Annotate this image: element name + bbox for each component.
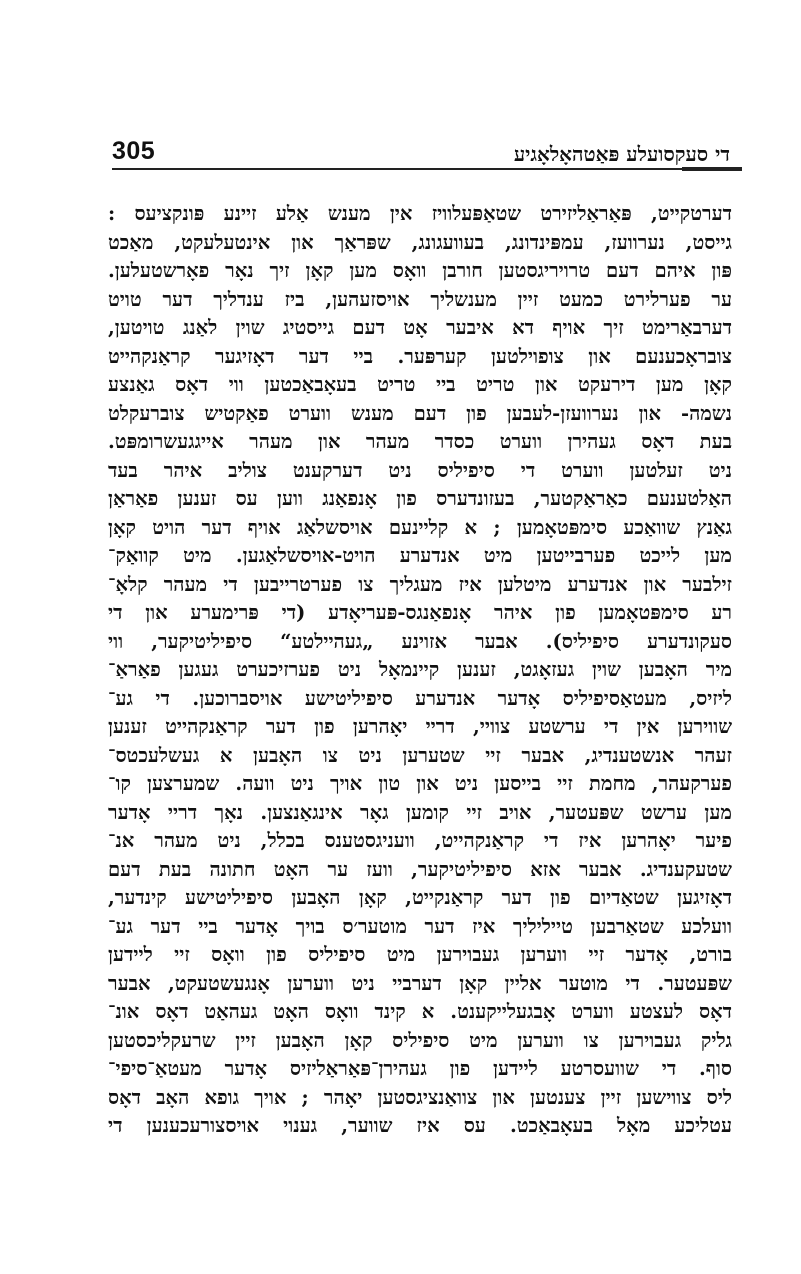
text-line: פיער יאָהרען איז די קראַנקהייט, וועניגסטענס בכלל, ניט מעהר אנ־ xyxy=(108,829,732,852)
page-header xyxy=(112,128,730,164)
running-head: די סעקסועלע פּאַטהאָלאָגיע xyxy=(513,142,730,166)
text-line: פּון איהם דעם טרויריגסטען חורבן וואָס מען קאָן זיך נאָר פאָרשטעלען. xyxy=(108,259,732,282)
text-line: פערקעהר, מחמת זיי בייסען ניט און טון אויך ניט וועה. שמערצען קו־ xyxy=(108,772,732,795)
text-line: רע סימפּטאָמען פון איהר אָנפאַנגס-פּעריאָדע (די פּרימערע און די xyxy=(108,601,732,624)
paragraph xyxy=(108,457,732,1141)
text-line: וועלכע שטאַרבען טייליליך איז דער מוטער׳ס בויך אָדער ביי דער גע־ xyxy=(108,914,732,938)
text-line: דאָס לעצטע ווערט אָבגעלייקענט. א קינד וואָס האָט געהאַט דאָס אונ־ xyxy=(108,1000,732,1023)
text-line: מען ערשט שפּעטער, אויב זיי קומען גאָר אינגאַנצען. נאָך דריי אָדער xyxy=(108,800,732,824)
text-line: זילבער און אנדערע מיטלען איז מעגליך צו פערטרייבען די מעהר קלאָ־ xyxy=(108,572,732,596)
text-line: גאַנץ שוואַכע סימפּטאָמען ; א קליינעם אויסשלאַג אויף דער הויט קאָן xyxy=(108,515,732,539)
text-line: סעקונדערע סיפיליס). אבער אזוינע „געהיילטע“ סיפיליטיקער, ווי xyxy=(108,629,732,653)
text-line: דערבאַרימט זיך אויף דא איבער אָט דעם גייסטיג שוין לאַנג טויטען, xyxy=(108,316,732,339)
text-line: מיר האָבען שוין געזאָגט, זענען קיינמאָל ניט פערזיכערט געגען פאַראַ־ xyxy=(108,658,732,681)
text-line: שטעקענדיג. אבער אזא סיפיליטיקער, וועז ער האָט חתונה בעת דעם xyxy=(108,857,732,881)
text-line: דאָזיגען שטאַדיום פון דער קראַנקייט, קאָן האָבען סיפיליטישע קינדער, xyxy=(108,886,732,909)
text-line: קאָן מען דירעקט און טריט ביי טריט בעאָבאַכטען ווי דאָס גאַנצע xyxy=(108,373,732,396)
text-line: צובראָכענעם און צופוילטען קערפּער. ביי דער דאָזיגער קראַנקהייט xyxy=(108,344,732,368)
body-text xyxy=(108,200,732,1141)
text-line: גייסט, נערוועז, עמפּינדונג, בעוועגונג, שפּראַך און אינטעלעקט, מאַכט xyxy=(108,230,732,254)
text-line: נשמה- און נערוועזן-לעבען פון דעם מענש ווערט פאַקטיש צוברעקלט xyxy=(108,401,732,425)
header-rule xyxy=(112,168,742,170)
text-line: שווירען אין די ערשטע צוויי, דריי יאָהרען פון דער קראַנקהייט זענען xyxy=(108,715,732,738)
header-rule-ornament xyxy=(682,167,742,171)
page-number: 305 xyxy=(112,137,156,165)
text-line: ליס צווישען זיין צענטען און צוואַנציגסטען יאָהר ; אויך גופא האָב דאָס xyxy=(108,1085,732,1109)
text-line: האַלטענעם כאַראַקטער, בעזונדערס פון אָנפאַנג ווען עס זענען פאַראַן xyxy=(108,487,732,510)
text-line: ניט זעלטען ווערט די סיפיליס ניט דערקענט צוליב איהר בעד xyxy=(108,458,732,482)
text-line: מען לייכט פערבייטען מיט אנדערע הויט-אויסשלאַגען. מיט קוואַק־ xyxy=(108,544,732,567)
text-line: בעת דאָס געהירן ווערט כסדר מעהר און מעהר אייגגעשרומפּט. xyxy=(108,430,732,453)
text-line: דערטקייט, פּאַראַליזירט שטאַפּעלוויז אין מענש אַלע זיינע פּונקציעס : xyxy=(108,202,732,225)
text-line: ליזיס, מעטאַסיפיליס אָדער אנדערע סיפיליטישע אויסברוכען. די גע־ xyxy=(108,686,732,710)
text-line: גליק געבוירען צו ווערען מיט סיפיליס קאָן האָבען זיין שרעקליכסטען xyxy=(108,1028,732,1052)
text-line: סוף. די שוועסרטע ליידען פון געהירן־פּאַראַליזיס אָדער מעטאַ־סיפי־ xyxy=(108,1057,732,1080)
text-line: זעהר אנשטענדיג, אבער זיי שטערען ניט צו האָבען א געשלעכטס־ xyxy=(108,743,732,767)
paragraph xyxy=(108,200,732,457)
text-line: בורט, אָדער זיי ווערען געבוירען מיט סיפיליס פון וואָס זיי ליידען xyxy=(108,943,732,966)
text-line: שפּעטער. די מוטער אליין קאָן דערביי ניט ווערען אָנגעשטעקט, אבער xyxy=(108,971,732,995)
text-line: עטליכע מאָל בעאָבאַכט. עס איז שווער, גענוי אויסצורעכענען די xyxy=(108,1114,732,1137)
text-line: ער פערלירט כמעט זיין מענשליך אויסזעהען, ביז ענדליך דער טויט xyxy=(108,287,732,311)
